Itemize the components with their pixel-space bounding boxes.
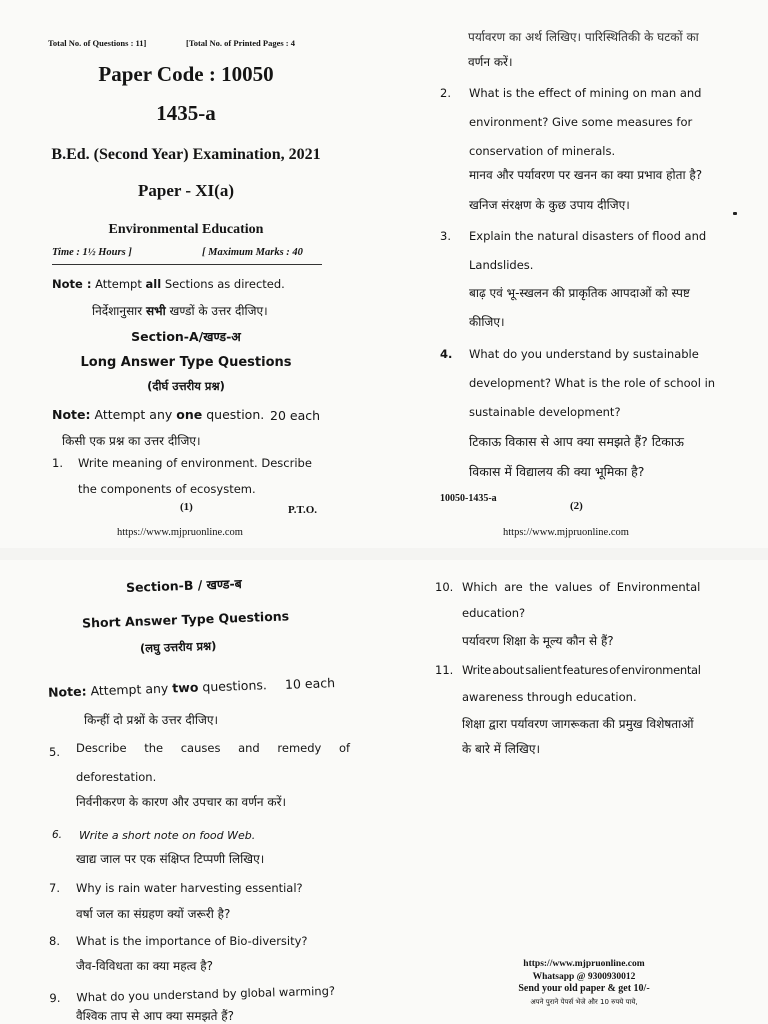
ink-spot (733, 212, 737, 215)
question-10-hindi: पर्यावरण शिक्षा के मूल्य कौन से हैं? (462, 634, 614, 648)
long-answer-heading: Long Answer Type Questions (80, 355, 292, 370)
question-11-hindi-line-1: शिक्षा द्वारा पर्यावरण जागरूकता की प्रमुख विशेषताओं (462, 717, 694, 731)
exam-page-4: 10. Which are the values of Environmental education? पर्यावरण शिक्षा के मूल्य कौन से हैं? 11. Write about salient features of environmental awareness through education. शिक्षा द्वारा पर्यावरण जागरूकता की प्रमुख विशेषताओं के बारे में लिखिए। https://www.mjpruonline.com Whatsapp @ 9300930012 Send your old paper & get 10/- अपने पुराने पेपर्स भेजे और 10 रुपये पाये, (384, 560, 768, 1024)
long-answer-heading-hindi: (दीर्घ उत्तरीय प्रश्न) (147, 379, 225, 393)
exam-page-3: Section-B / खण्ड-ब Short Answer Type Questions (लघु उत्तरीय प्रश्न) Note: Attempt any two questions. 10 each किन्हीं दो प्रश्नों के उत्तर दीजिए। 5. Describe the causes and remedy of deforestation. निर्वनीकरण के कारण और उपचार का वर्णन करें। 6. Write a short note on food Web. खाद्य जाल पर एक संक्षिप्त टिप्पणी लिखिए। 7. Why is rain water harvesting essential? वर्षा जल का संग्रहण क्यों जरूरी है? 8. What is the importance of Bio-diversity? जैव-विविधता का क्या महत्व है? 9. What do you understand by global warming? वैश्विक ताप से आप क्या समझते हैं? (0, 560, 384, 1024)
code-number: 1435-a (156, 101, 216, 125)
footer-url: https://www.mjpruonline.com (503, 527, 629, 538)
exam-title: B.Ed. (Second Year) Examination, 2021 (51, 146, 321, 163)
short-answer-heading-hindi: (लघु उत्तरीय प्रश्न) (139, 638, 217, 656)
short-answer-heading: Short Answer Type Questions (81, 608, 290, 631)
section-a-heading: Section-A/खण्ड-अ (131, 329, 241, 344)
section-b-marks: 10 each (284, 675, 336, 692)
time-allowed: Time : 1½ Hours ] (52, 247, 132, 258)
exam-page-1: Total No. of Questions : 11] [Total No. of Printed Pages : 4 Paper Code : 10050 1435-a B.Ed. (Second Year) Examination, 2021 Paper - XI(a) Environmental Education Time : 1½ Hours ] [ Maximum Marks : 40 Note : Attempt all Sections as directed. निर्देशानुसार सभी खण्डों के उत्तर दीजिए। Section-A/खण्ड-अ Long Answer Type Questions (दीर्घ उत्तरीय प्रश्न) Note: Attempt any one question. 20 each किसी एक प्रश्न का उत्तर दीजिए। 1. Write meaning of environment. Describe the components of ecosystem. (1) P.T.O. https://www.mjpruonline.com (0, 0, 384, 548)
question-7-hindi: वर्षा जल का संग्रहण क्यों जरूरी है? (76, 907, 231, 921)
footer-url: https://www.mjpruonline.com (117, 527, 243, 538)
question-9-hindi: वैश्विक ताप से आप क्या समझते हैं? (76, 1009, 235, 1023)
pto-label: P.T.O. (288, 504, 318, 516)
question-2-hindi-line-2: खनिज संरक्षण के कुछ उपाय दीजिए। (469, 198, 630, 212)
question-11-hindi-line-2: के बारे में लिखिए। (462, 742, 541, 756)
question-4-hindi-line-2: विकास में विद्यालय की क्या भूमिका है? (469, 464, 645, 479)
footer-paper-code: 10050-1435-a (440, 493, 497, 504)
promo-block (444, 958, 724, 1008)
page-number: (1) (180, 501, 193, 513)
exam-page-2: पर्यावरण का अर्थ लिखिए। पारिस्थितिकी के घटकों का वर्णन करें। 2. What is the effect of mining on man and environment? Give some measures for conservation of minerals. मानव और पर्यावरण पर खनन का क्या प्रभाव होता है? खनिज संरक्षण के कुछ उपाय दीजिए। 3. Explain the natural disasters of flood and Landslides. बाढ़ एवं भू-स्खलन की प्राकृतिक आपदाओं को स्पष्ट कीजिए। 4. What do you understand by sustainable development? What is the role of school in sustainable development? टिकाऊ विकास से आप क्या समझते हैं? टिकाऊ विकास में विद्यालय की क्या भूमिका है? 10050-1435-a (2) https://www.mjpruonline.com (384, 0, 768, 548)
question-1-hindi-line-2: वर्णन करें। (468, 55, 513, 69)
section-a-marks: 20 each (270, 408, 321, 423)
header-total-pages: [Total No. of Printed Pages : 4 (186, 38, 295, 48)
section-b-heading: Section-B / खण्ड-ब (125, 575, 243, 596)
promo-url: https://www.mjpruonline.com (523, 959, 645, 969)
section-a-note: Note: Attempt any one question. (52, 407, 265, 422)
section-b-note: Note: Attempt any two questions. (47, 677, 268, 700)
maximum-marks: [ Maximum Marks : 40 (202, 247, 303, 258)
general-note-hindi: निर्देशानुसार सभी खण्डों के उत्तर दीजिए। (92, 304, 268, 318)
question-9: 9. What do you understand by global warming? (49, 983, 336, 1006)
question-3-hindi-line-2: कीजिए। (469, 315, 505, 329)
page-number: (2) (570, 500, 583, 512)
promo-whatsapp: Whatsapp @ 9300930012 (532, 971, 636, 982)
question-2-hindi-line-1: मानव और पर्यावरण पर खनन का क्या प्रभाव होता है? (469, 168, 703, 182)
question-6-hindi: खाद्य जाल पर एक संक्षिप्त टिप्पणी लिखिए। (76, 852, 265, 866)
question-1-hindi-line-1: पर्यावरण का अर्थ लिखिए। पारिस्थितिकी के घटकों का (468, 30, 699, 44)
section-b-note-hindi: किन्हीं दो प्रश्नों के उत्तर दीजिए। (84, 713, 219, 727)
promo-hindi: अपने पुराने पेपर्स भेजे और 10 रुपये पाये, (530, 997, 638, 1006)
question-4-hindi-line-1: टिकाऊ विकास से आप क्या समझते हैं? टिकाऊ (469, 434, 684, 449)
general-note: Note : Attempt all Sections as directed. (52, 277, 285, 291)
question-5-hindi: निर्वनीकरण के कारण और उपचार का वर्णन करें। (76, 795, 287, 809)
promo-send: Send your old paper & get 10/- (518, 983, 650, 994)
paper-number: Paper - XI(a) (138, 181, 234, 200)
header-divider (52, 264, 322, 265)
section-a-note-hindi: किसी एक प्रश्न का उत्तर दीजिए। (62, 434, 201, 448)
subject-title: Environmental Education (108, 222, 264, 237)
header-total-questions: Total No. of Questions : 11] (48, 38, 147, 48)
question-8-hindi: जैव-विविधता का क्या महत्व है? (76, 959, 214, 973)
question-3-hindi-line-1: बाढ़ एवं भू-स्खलन की प्राकृतिक आपदाओं को स्पष्ट (469, 286, 690, 300)
paper-code: Paper Code : 10050 (98, 62, 274, 86)
